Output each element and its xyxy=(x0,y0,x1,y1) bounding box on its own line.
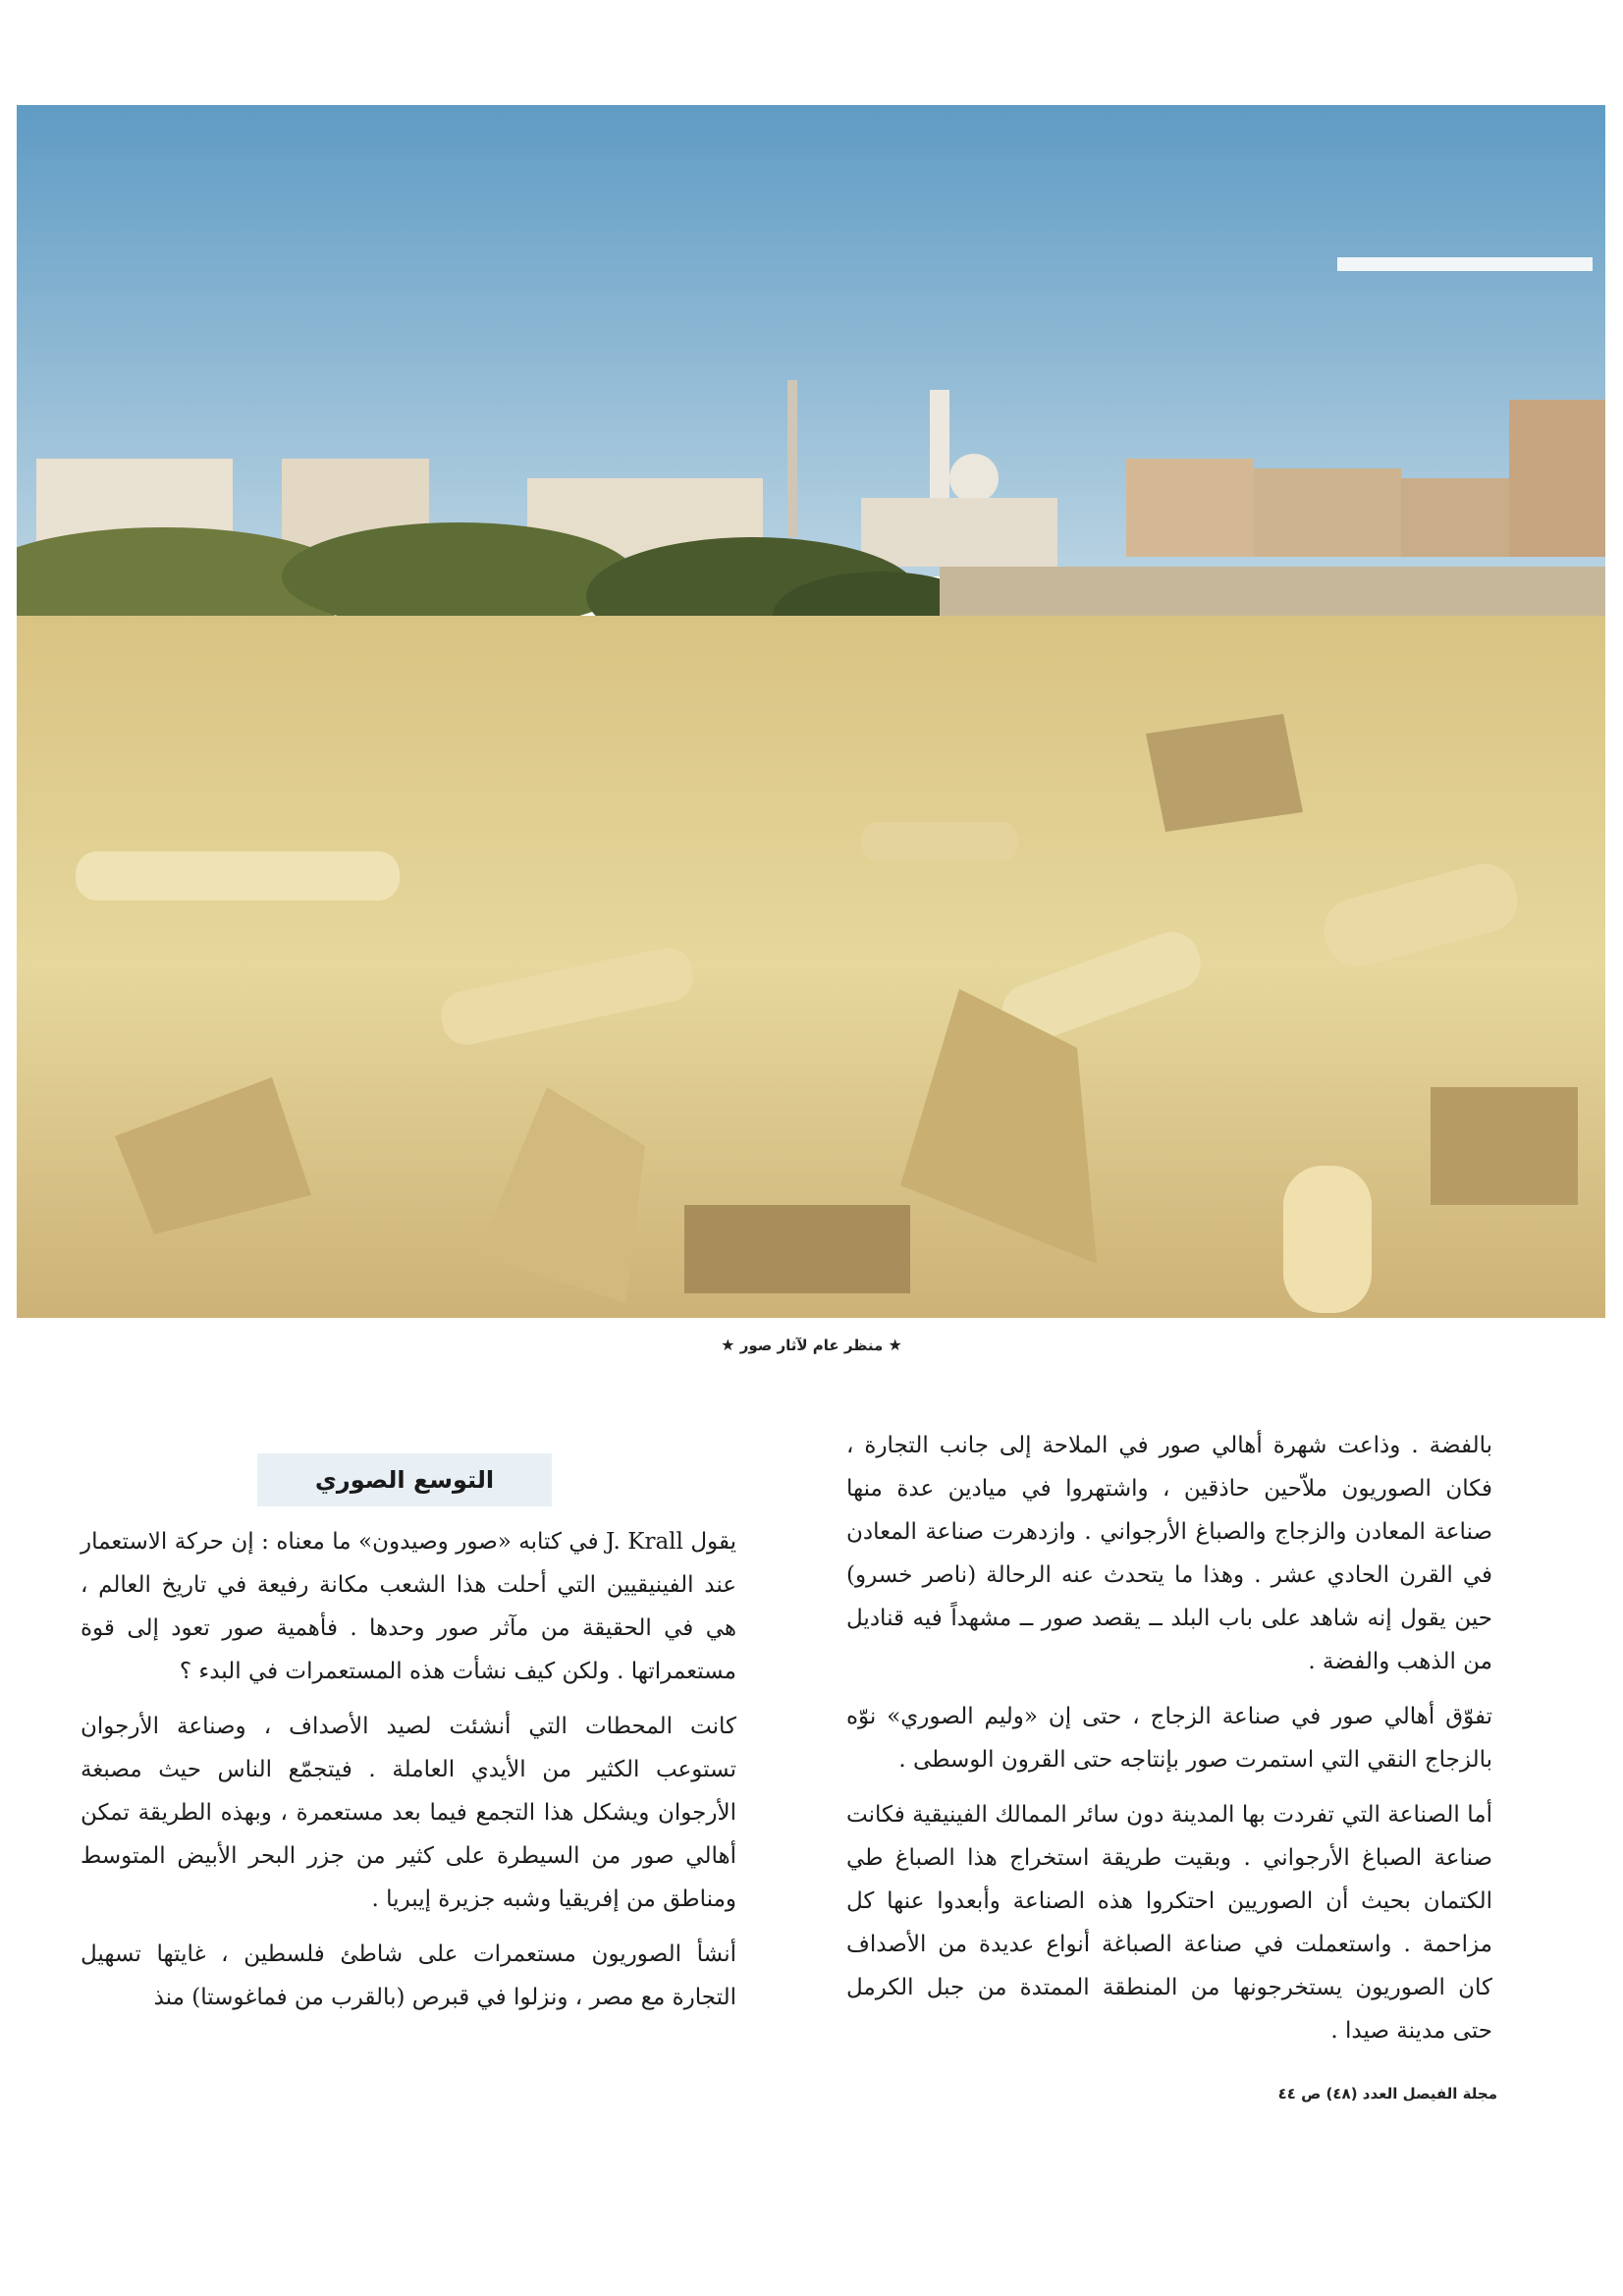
paragraph: أما الصناعة التي تفردت بها المدينة دون سائر الممالك الفينيقية فكانت صناعة الصباغ الأرجواني . وبقيت طريقة استخراج هذا الصباغ طي الكتمان بحيث أن الصوريين احتكروا هذه الصناعة وأبعدوا عنها كل مزاحمة . واستعملت في صناعة الصباغة أنواع عديدة من الأصداف كان الصوريون يستخرجونها من المنطقة الممتدة من جبل الكرمل حتى مدينة صيدا . xyxy=(846,1802,1492,2044)
right-column xyxy=(846,1424,1492,2064)
star-icon: ★ xyxy=(721,1336,735,1354)
section-heading: التوسع الصوري xyxy=(257,1453,552,1506)
paragraph: كانت المحطات التي أنشئت لصيد الأصداف ، وصناعة الأرجوان تستوعب الكثير من الأيدي العاملة . فيتجمّع الناس حيث مصبغة الأرجوان ويشكل هذا التجمع فيما بعد مستعمرة ، وبهذه الطريقة تمكن أهالي صور من السيطرة على كثير من جزر البحر الأبيض المتوسط ومناطق من إفريقيا وشبه جزيرة إيبريا . xyxy=(81,1714,736,1912)
left-column xyxy=(81,1520,736,2031)
ruins-illustration xyxy=(17,105,1605,1318)
page-footer: مجلة الفيصل العدد (٤٨) ص ٤٤ xyxy=(1277,2085,1497,2103)
star-icon: ★ xyxy=(888,1336,902,1354)
paragraph: تفوّق أهالي صور في صناعة الزجاج ، حتى إن «وليم الصوري» نوّه بالزجاج النقي التي استمرت صور بإنتاجه حتى القرون الوسطى . xyxy=(846,1704,1492,1773)
paragraph: يقول J. Krall في كتابه «صور وصيدون» ما معناه : إن حركة الاستعمار عند الفينيقيين التي أحلت هذا الشعب مكانة رفيعة في تاريخ العالم ، هي في الحقيقة من مآثر صور وحدها . فأهمية صور تعود إلى قوة مستعمراتها . ولكن كيف نشأت هذه المستعمرات في البدء ؟ xyxy=(81,1529,736,1684)
photo-caption xyxy=(0,1336,1623,1354)
caption-text: منظر عام لآثار صور xyxy=(739,1337,884,1354)
paragraph: أنشأ الصوريون مستعمرات على شاطئ فلسطين ، غايتها تسهيل التجارة مع مصر ، ونزلوا في قبرص (بالقرب من فماغوستا) منذ xyxy=(81,1941,736,2010)
ruins-photo xyxy=(17,105,1605,1318)
paragraph: بالفضة . وذاعت شهرة أهالي صور في الملاحة إلى جانب التجارة ، فكان الصوريون ملاّحين حاذقين ، واشتهروا في ميادين عدة منها صناعة المعادن والزجاج والصباغ الأرجواني . وازدهرت صناعة المعادن في القرن الحادي عشر . وهذا ما يتحدث عنه الرحالة (ناصر خسرو) حين يقول إنه شاهد على باب البلد ــ يقصد صور ــ مشهداً فيه قناديل من الذهب والفضة . xyxy=(846,1433,1492,1674)
